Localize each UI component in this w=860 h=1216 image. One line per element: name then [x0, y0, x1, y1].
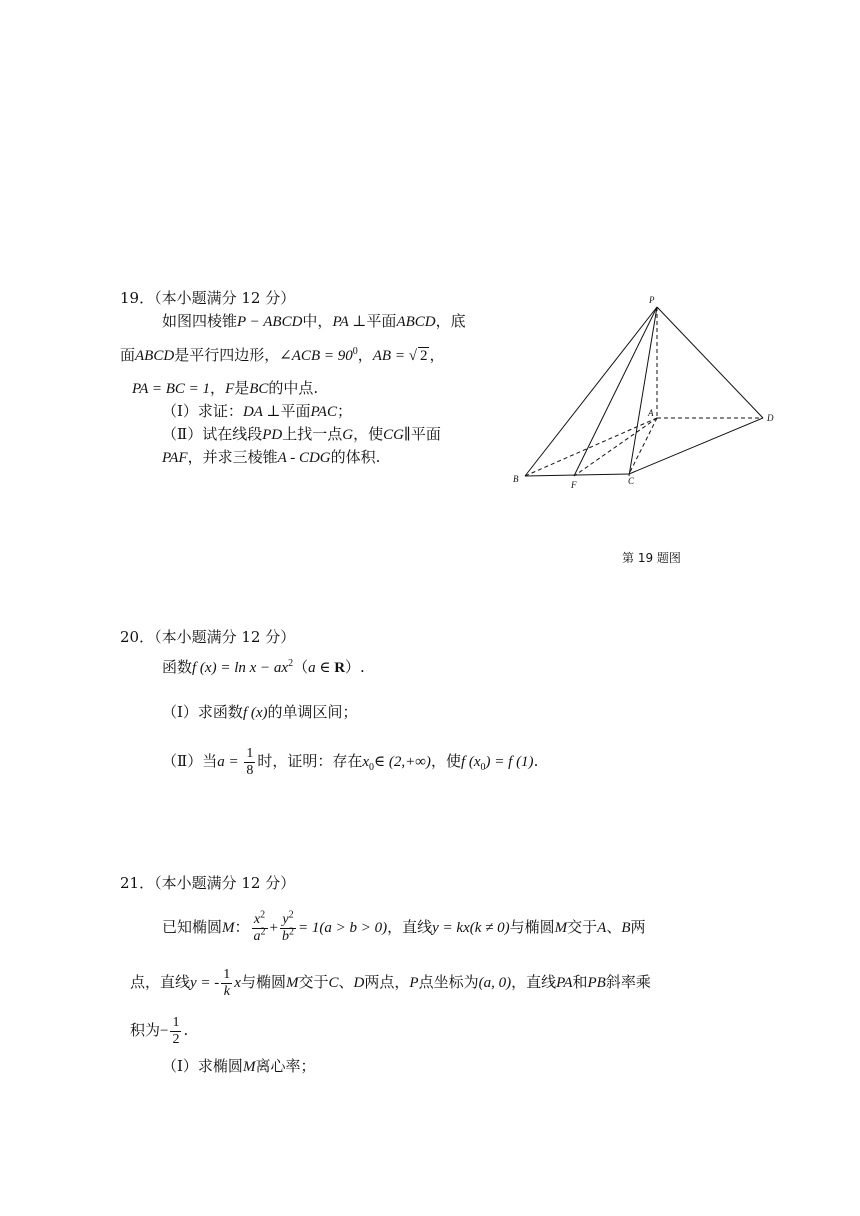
q20-header: 20．（本小题满分 12 分）: [120, 628, 296, 646]
q21-line3: 积为− $\frac{1}{2}$ .: [130, 1014, 189, 1047]
q19-line2: 面ABCD是平行四边形，∠ACB = $90^0$，AB = √ 2 ，: [120, 346, 445, 364]
label-p: P: [649, 295, 655, 305]
label-b: B: [513, 474, 519, 484]
q19-line3: PA = BC = 1，F是BC的中点.: [132, 379, 319, 397]
edge-cd: [629, 418, 763, 474]
q20-part1: （Ⅰ）求函数f (x)的单调区间；: [162, 703, 358, 721]
frac-one-half: $\frac{1}{2}$: [172, 1014, 180, 1047]
q21-line1: 已知椭圆M： $\frac{x^2}{a^2}$ + $\frac{y^2}{b^2}$ = 1(a > b > 0)，直线y = kx(k ≠ 0)与椭圆M交于A、B两: [162, 908, 646, 944]
q19-part2-cont: PAF，并求三棱锥A - CDG的体积.: [162, 448, 381, 466]
q21-part1: （Ⅰ）求椭圆M离心率；: [162, 1057, 316, 1075]
edge-pb: [525, 307, 657, 476]
q20-line1: 函数f $(x) = \ln x - ax^2(a$ ∈ R）.: [162, 658, 365, 676]
label-c: C: [628, 476, 635, 486]
frac-one-k: $\frac{1}{k}$: [223, 966, 231, 999]
q19-header: 19．（本小题满分 12 分）: [120, 289, 296, 307]
edge-pf: [574, 307, 657, 476]
q20-part2: （Ⅱ）当a = $\frac{1}{8}$ 时，证明：存在$x_0\in$ (2,+∞)，使f $(x_0) = f$ (1).: [162, 745, 539, 778]
q19-line1: 如图四棱锥P − ABCD中，PA ⊥平面ABCD，底: [162, 312, 466, 330]
frac-x2-a2: $\frac{x^2}{a^2}$: [253, 908, 266, 944]
frac-one-eighth: $\frac{1}{8}$: [246, 745, 254, 778]
edge-ab: [525, 418, 657, 476]
q19-part2: （Ⅱ）试在线段PD上找一点G，使CG∥平面: [162, 425, 441, 443]
label-d: D: [767, 413, 774, 423]
figure-caption: 第 19 题图: [622, 551, 681, 565]
q21-header: 21．（本小题满分 12 分）: [120, 874, 296, 892]
frac-y2-b2: $\frac{y^2}{b^2}$: [282, 908, 294, 944]
q21-line2: 点，直线y = - $\frac{1}{k}$ x与椭圆M交于C、D两点，P点坐标为(a, 0)，直线PA和PB斜率乘: [130, 966, 651, 999]
label-a: A: [648, 408, 654, 418]
q19-part1: （Ⅰ）求证：DA ⊥平面PAC；: [162, 402, 352, 420]
edge-bc: [525, 474, 629, 476]
label-f: F: [571, 480, 577, 490]
sqrt-value: 2: [419, 348, 428, 364]
edge-pc: [629, 307, 657, 476]
pyramid-figure: [505, 290, 795, 495]
edge-ac: [629, 418, 657, 474]
edge-pd: [657, 307, 763, 418]
